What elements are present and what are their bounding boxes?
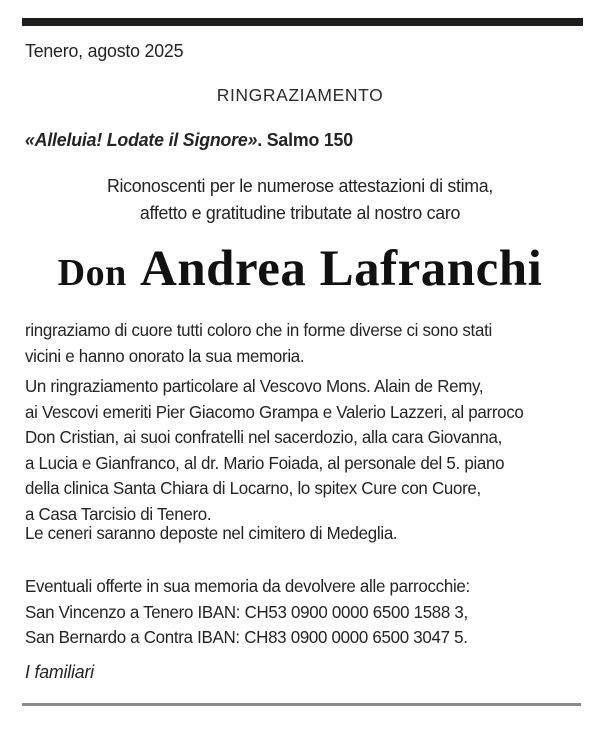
- bottom-rule: [22, 703, 581, 706]
- paragraph-line: Don Cristian, ai suoi confratelli nel sacerdozio, alla cara Giovanna,: [25, 427, 503, 447]
- scripture-quote: [25, 128, 353, 152]
- dateline: Tenero, agosto 2025: [25, 40, 184, 61]
- paragraph-line: della clinica Santa Chiara di Locarno, lo spitex Cure con Cuore,: [25, 478, 481, 498]
- intro-line: Riconoscenti per le numerose attestazioni di stima,: [106, 175, 494, 196]
- top-rule: [22, 18, 583, 26]
- paragraph-line: a Casa Tarcisio di Tenero.: [25, 503, 212, 524]
- paragraph-offerings: [25, 574, 470, 651]
- intro-line: affetto e gratitudine tributate al nostro caro: [139, 202, 461, 223]
- quote-reference: . Salmo 150: [257, 129, 353, 150]
- paragraph-line: Un ringraziamento particolare al Vescovo Mons. Alain de Remy,: [25, 376, 484, 396]
- iban-line-san-bernardo: San Bernardo a Contra IBAN: CH83 0900 0000 6500 3047 5.: [25, 627, 468, 647]
- iban-line-san-vincenzo: San Vincenzo a Tenero IBAN: CH53 0900 0000 6500 1588 3,: [25, 601, 468, 622]
- paragraph-gratitude: [25, 318, 492, 369]
- section-title: RINGRAZIAMENTO: [216, 85, 384, 105]
- family-signature: I familiari: [25, 661, 94, 682]
- paragraph-line: a Lucia e Gianfranco, al dr. Mario Foiada, al personale del 5. piano: [25, 452, 505, 473]
- deceased-name-text: Andrea Lafranchi: [139, 241, 543, 297]
- paragraph-line: ai Vescovi emeriti Pier Giacomo Grampa e Valerio Lazzeri, al parroco: [25, 401, 524, 422]
- paragraph-ashes: [25, 521, 397, 547]
- quote-text: «Alleluia! Lodate il Signore»: [25, 129, 258, 150]
- paragraph-line: ringraziamo di cuore tutti coloro che in forme diverse ci sono stati: [25, 320, 492, 340]
- deceased-title-prefix: Don: [57, 252, 127, 294]
- deceased-name: [0, 240, 600, 310]
- intro-text: [12, 172, 588, 226]
- paragraph-line: vicini e hanno onorato la sua memoria.: [25, 345, 305, 366]
- deceased-full-name: [127, 241, 543, 297]
- paragraph-line: Le ceneri saranno deposte nel cimitero di Medeglia.: [25, 523, 398, 543]
- offerings-intro-line: Eventuali offerte in sua memoria da devolvere alle parrocchie:: [25, 576, 470, 596]
- paragraph-special-thanks: [25, 374, 524, 527]
